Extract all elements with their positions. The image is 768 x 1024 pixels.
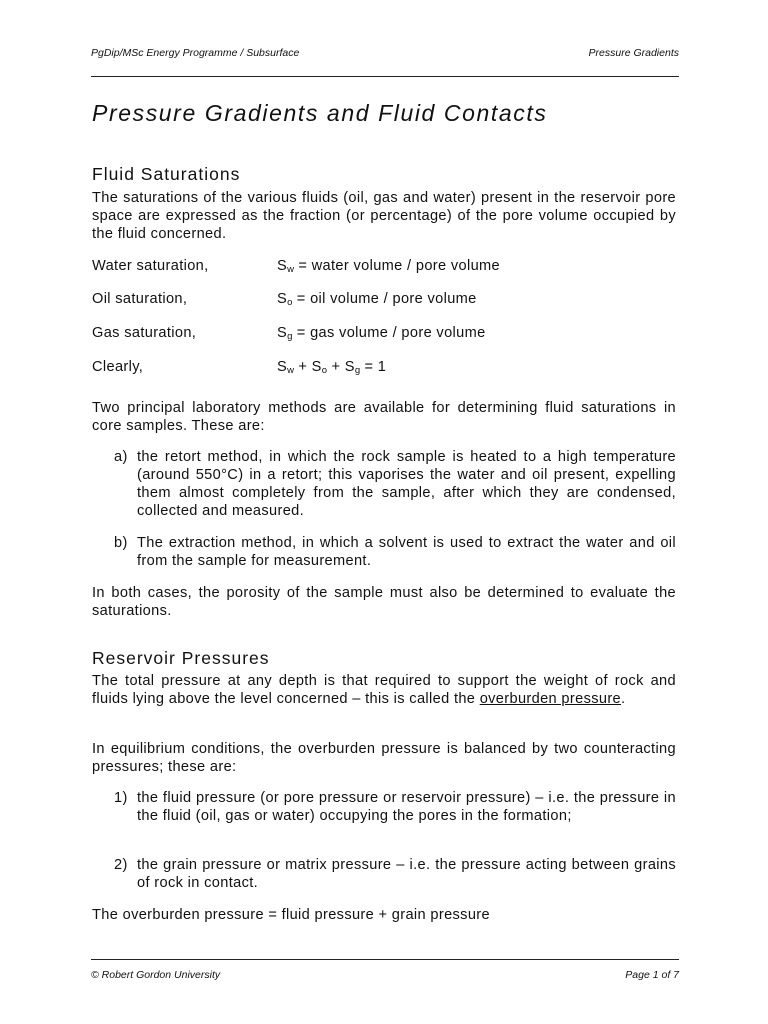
section-heading-fluid-saturations: Fluid Saturations [92,164,241,184]
document-title: Pressure Gradients and Fluid Contacts [92,100,548,126]
porosity-paragraph: In both cases, the porosity of the sample must also be determined to evaluate the saturations. [92,585,676,619]
equation-expression: $S_w + S_o + S_g = 1$ [277,359,387,376]
list-item-text: the fluid pressure (or pore pressure or reservoir pressure) – i.e. the pressure in the fluid (oil, gas or water) occupying the pores in the formation; [137,790,676,824]
list-item-retort-method [114,448,676,520]
equation-expression: $S_g$ = gas volume / pore volume [277,325,486,342]
equation-oil-saturation [92,290,676,308]
header-course: PgDip/MSc Energy Programme / Subsurface [91,47,300,59]
methods-intro-paragraph: Two principal laboratory methods are available for determining fluid saturations in core samples. These are: [92,400,676,434]
list-item-grain-pressure [114,856,676,892]
footer-copyright: © Robert Gordon University [91,969,221,981]
list-item-fluid-pressure [114,789,676,825]
list-item-text: the grain pressure or matrix pressure – i.e. the pressure acting between grains of rock in contact. [137,857,676,891]
footer-divider [91,959,679,960]
list-item-extraction-method [114,534,676,570]
overburden-equation-line: The overburden pressure = fluid pressure + grain pressure [92,907,490,923]
list-item-text: The extraction method, in which a solvent is used to extract the water and oil from the sample for measurement. [137,535,676,569]
equilibrium-paragraph: In equilibrium conditions, the overburden pressure is balanced by two counteracting pressures; these are: [92,741,676,775]
equation-gas-saturation [92,324,676,342]
overburden-paragraph: The total pressure at any depth is that required to support the weight of rock and fluids lying above the level concerned – this is called the overburden pressure. [92,673,676,707]
equation-sum-of-saturations [92,358,676,376]
list-marker: 1) [114,790,128,806]
page-number: Page 1 of 7 [625,969,679,981]
equation-label: Oil saturation, [92,291,188,307]
section-heading-reservoir-pressures: Reservoir Pressures [92,648,270,668]
equation-label: Clearly, [92,359,144,375]
header-divider [91,76,679,77]
equation-label: Gas saturation, [92,325,197,341]
equation-expression: $S_w$ = water volume / pore volume [277,258,501,275]
equation-expression: $S_o$ = oil volume / pore volume [277,291,477,308]
equation-water-saturation [92,257,676,275]
saturations-intro-paragraph: The saturations of the various fluids (oil, gas and water) present in the reservoir pore space are expressed as the fraction (or percentage) of the pore volume occupied by the fluid concerned. [92,190,676,242]
list-marker: 2) [114,857,128,873]
list-marker: a) [114,449,128,465]
list-marker: b) [114,535,128,551]
overburden-pressure-term: overburden pressure [479,691,622,707]
equation-label: Water saturation, [92,258,209,274]
list-item-text: the retort method, in which the rock sample is heated to a high temperature (around 550°C) in a retort; this vaporises the water and oil present, expelling them almost completely from the sample, after which they are condensed, collected and measured. [137,449,676,519]
header-topic: Pressure Gradients [588,47,679,59]
